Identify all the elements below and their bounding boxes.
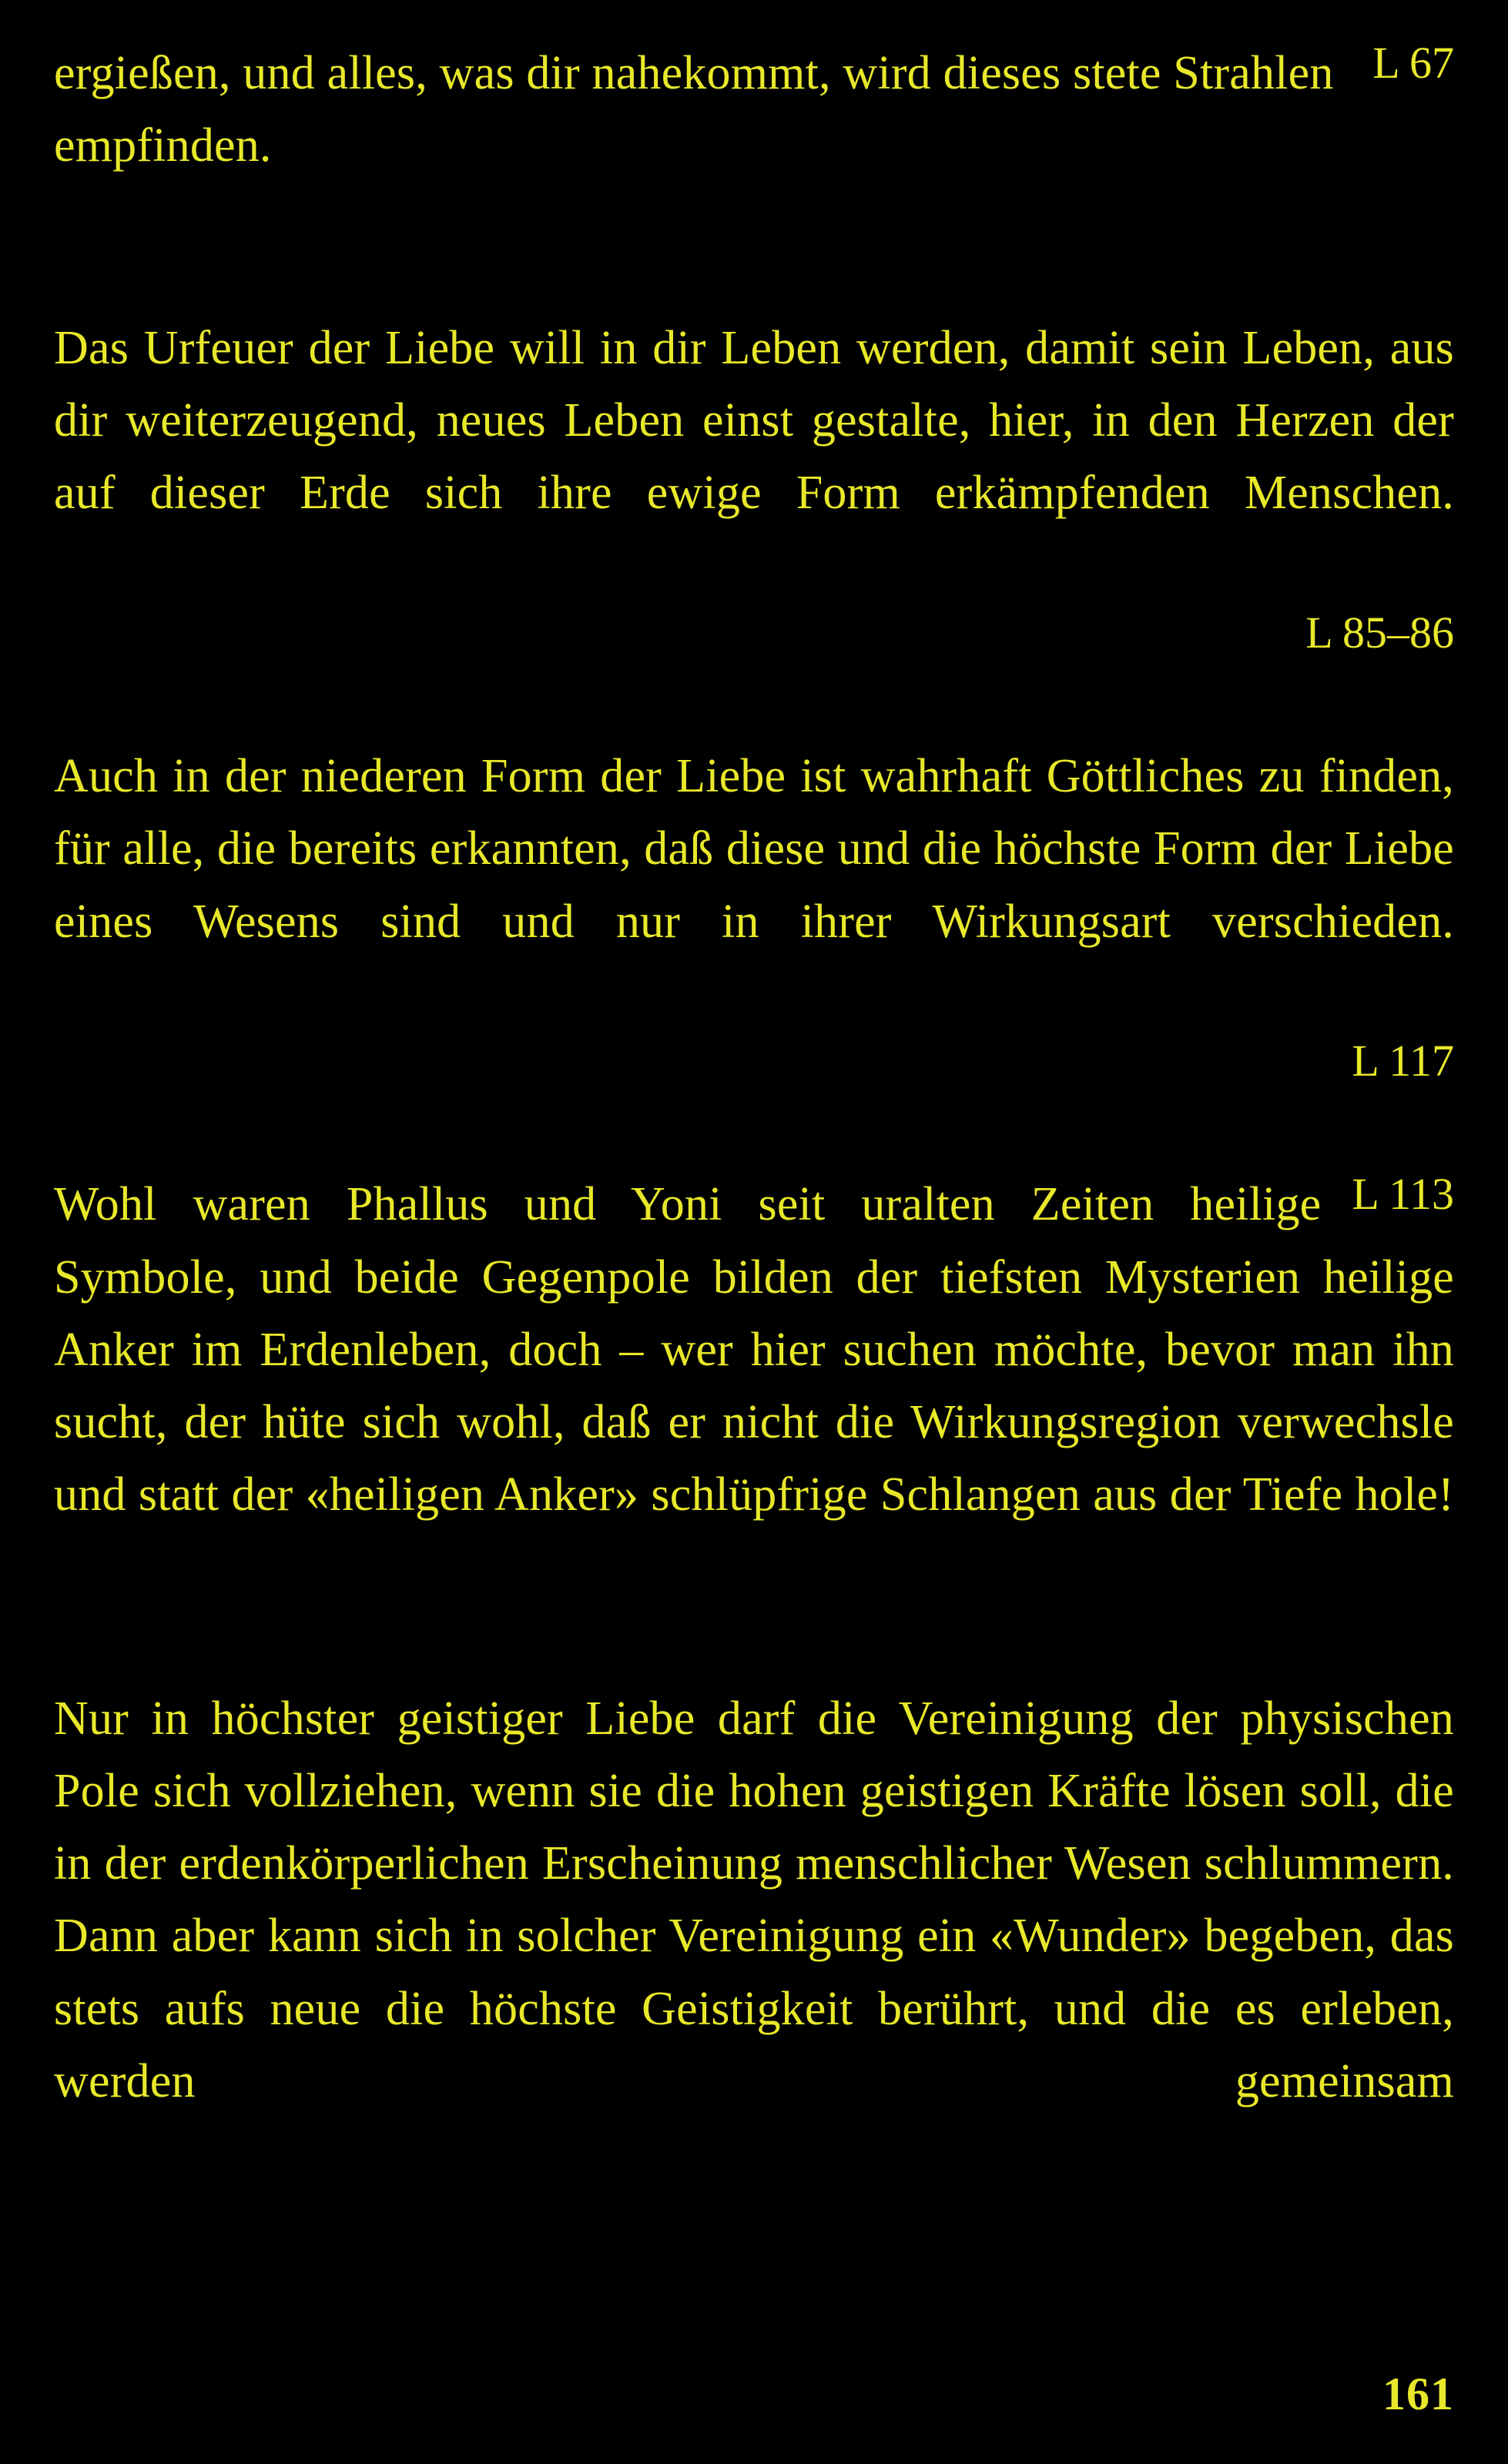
text-block-2 xyxy=(54,312,1454,661)
source-reference-2: L 85–86 xyxy=(1305,607,1454,658)
source-reference-3: L 117 xyxy=(1352,1035,1454,1086)
paragraph-1: ergießen, und alles, was dir nahekommt, wird dieses stete Strahlen empfinden. xyxy=(54,47,1334,172)
paragraph-2: Das Urfeuer der Liebe will in dir Leben werden, damit sein Leben, aus dir weiterzeugend, neues Leben einst gestalte, hier, in den Herzen der auf dieser Erde sich ihre ewige Form erkämpfenden Menschen. xyxy=(54,321,1454,520)
text-block-1 xyxy=(54,37,1454,255)
spacer xyxy=(54,1647,1454,1682)
spacer xyxy=(54,1133,1454,1168)
text-block-5 xyxy=(54,1682,1454,2191)
text-block-4 xyxy=(54,1168,1454,1603)
paragraph-3: Auch in der niederen Form der Liebe ist wahrhaft Göttliches zu finden, für alle, die bereits erkannten, daß diese und die höchste Form der Liebe eines Wesens sind und nur in ihrer Wirkungsart verschieden. xyxy=(54,750,1454,948)
page-number: 161 xyxy=(1382,2369,1454,2419)
spacer xyxy=(54,298,1454,312)
paragraph-5: Nur in höchster geistiger Liebe darf die Vereinigung der physischen Pole sich vollziehen, wenn sie die hohen geistigen Kräfte lösen soll, die in der erdenkörperlichen Erscheinung menschlicher Wesen schlummern. Dann aber kann sich in solcher Vereinigung ein «Wunder» begeben, das stets aufs neue die höchste Geistigkeit berührt, und die es erleben, werden gemeinsam xyxy=(54,1692,1454,2107)
source-reference-4: L 113 xyxy=(1352,1169,1454,1220)
spacer xyxy=(54,705,1454,740)
text-block-3 xyxy=(54,740,1454,1090)
source-reference-1: L 67 xyxy=(1372,38,1454,88)
paragraph-4: Wohl waren Phallus und Yoni seit uralten Zeiten heilige Symbole, und beide Gegenpole bilden der tiefsten Mysterien heilige Anker im Erdenleben, doch – wer hier suchen möchte, bevor man ihn sucht, der hüte sich wohl, daß er nicht die Wirkungsregion verwechsle und statt der «heiligen Anker» schlüpfrige Schlangen aus der Tiefe hole! xyxy=(54,1178,1454,1522)
